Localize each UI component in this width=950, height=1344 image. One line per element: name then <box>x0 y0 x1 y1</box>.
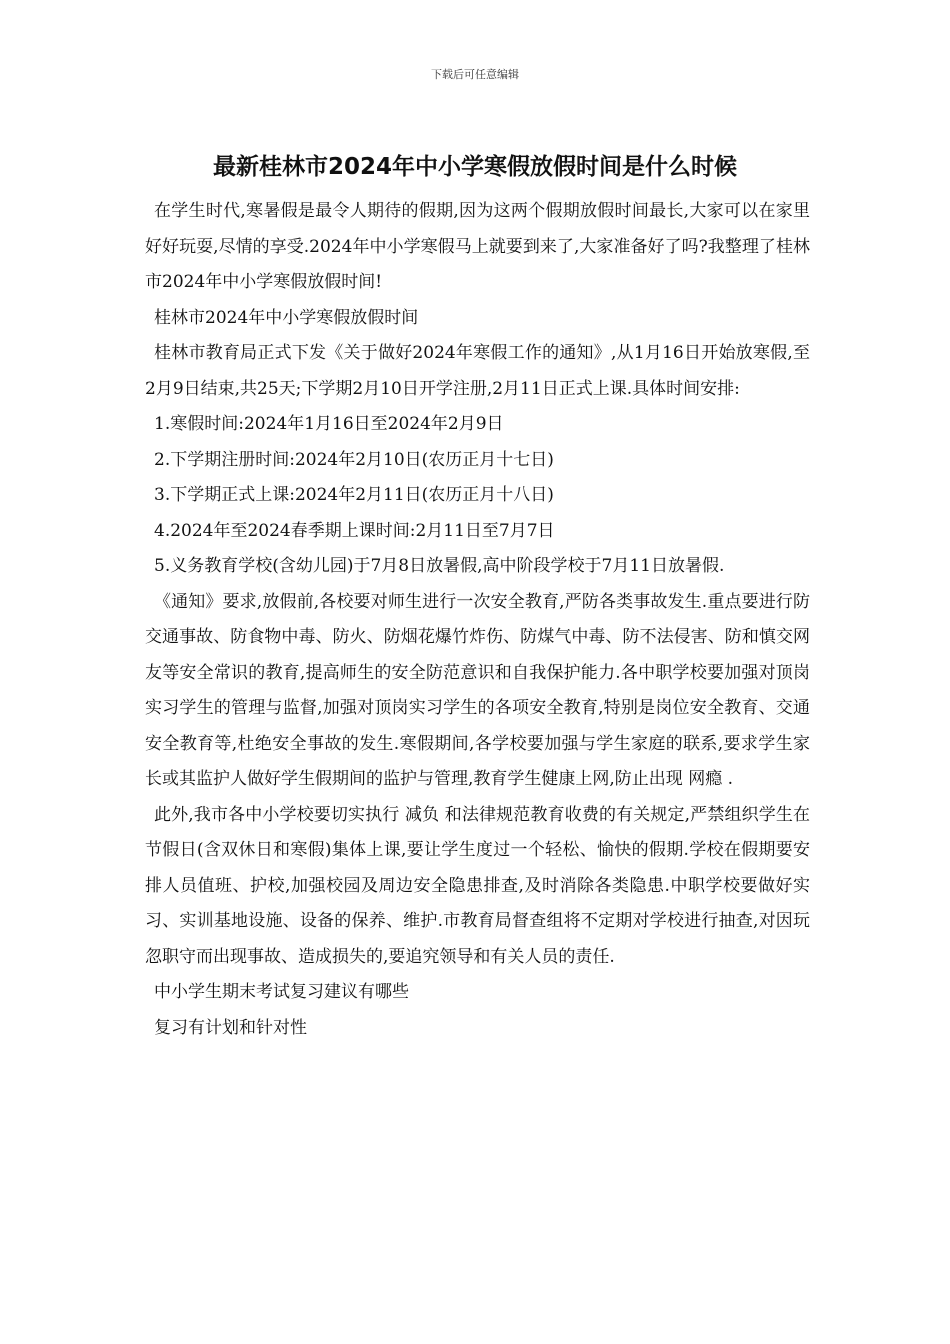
safety-paragraph: 《通知》要求,放假前,各校要对师生进行一次安全教育,严防各类事故发生.重点要进行防交通事故、防食物中毒、防火、防烟花爆竹炸伤、防煤气中毒、防不法侵害、防和慎交网友等安全常识的教育,提高师生的安全防范意识和自我保护能力.各中职学校要加强对顶岗实习学生的管理与监督,加强对顶岗实习学生的各项安全教育,特别是岗位安全教育、交通安全教育等,杜绝安全事故的发生.寒假期间,各学校要加强与学生家庭的联系,要求学生家长或其监护人做好学生假期间的监护与管理,教育学生健康上网,防止出现 网瘾 . <box>145 591 810 789</box>
document-body <box>145 194 810 1046</box>
schedule-item: 5.义务教育学校(含幼儿园)于7月8日放暑假,高中阶段学校于7月11日放暑假. <box>154 556 725 576</box>
schedule-item: 2.下学期注册时间:2024年2月10日(农历正月十七日) <box>154 449 554 470</box>
exam-tip-item: 复习有计划和针对性 <box>154 1017 307 1038</box>
schedule-item: 1.寒假时间:2024年1月16日至2024年2月9日 <box>154 414 504 434</box>
section-heading-schedule: 桂林市2024年中小学寒假放假时间 <box>154 307 419 328</box>
notice-paragraph: 桂林市教育局正式下发《关于做好2024年寒假工作的通知》,从1月16日开始放寒假,至2月9日结束,共25天;下学期2月10日开学注册,2月11日正式上课.具体时间安排: <box>145 343 810 399</box>
header-note: 下载后可任意编辑 <box>431 68 519 81</box>
schedule-item: 4.2024年至2024春季期上课时间:2月11日至7月7日 <box>154 520 555 541</box>
intro-paragraph: 在学生时代,寒暑假是最令人期待的假期,因为这两个假期放假时间最长,大家可以在家里好好玩耍,尽情的享受.2024年中小学寒假马上就要到来了,大家准备好了吗?我整理了桂林市2024年中小学寒假放假时间! <box>145 201 810 292</box>
page-title: 最新桂林市2024年中小学寒假放假时间是什么时候 <box>212 154 737 180</box>
schedule-item: 3.下学期正式上课:2024年2月11日(农历正月十八日) <box>154 485 554 505</box>
regulation-paragraph: 此外,我市各中小学校要切实执行 减负 和法律规范教育收费的有关规定,严禁组织学生在节假日(含双休日和寒假)集体上课,要让学生度过一个轻松、愉快的假期.学校在假期要安排人员值班、护校,加强校园及周边安全隐患排查,及时消除各类隐患.中职学校要做好实习、实训基地设施、设备的保养、维护.市教育局督查组将不定期对学校进行抽查,对因玩忽职守而出现事故、造成损失的,要追究领导和有关人员的责任. <box>145 804 810 967</box>
section-heading-exam-tips: 中小学生期末考试复习建议有哪些 <box>154 982 409 1002</box>
